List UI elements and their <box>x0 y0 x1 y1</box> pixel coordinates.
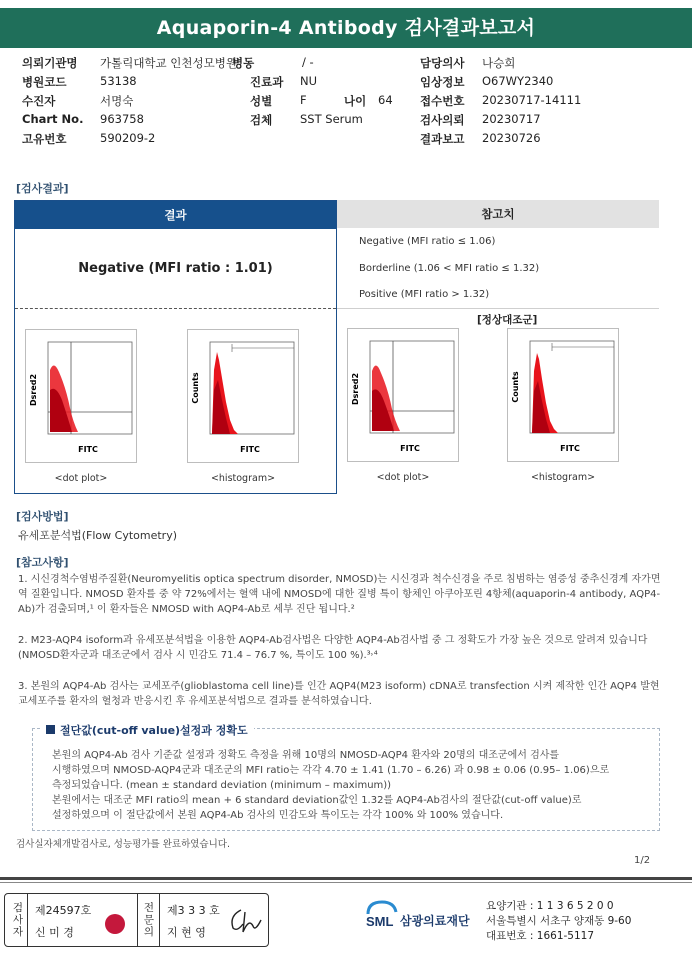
method-section-title: [검사방법] <box>16 510 69 523</box>
info-row <box>22 131 682 150</box>
info-value: O67WY2340 <box>482 74 554 88</box>
result-value: Negative (MFI ratio : 1.01) <box>15 229 336 309</box>
info-value: 가톨릭대학교 인천성모병원 <box>100 56 237 70</box>
info-label: 성별 <box>250 94 273 108</box>
control-hist-xlabel: FITC <box>560 444 580 453</box>
info-value: F <box>300 93 307 107</box>
hist-ylabel: Counts <box>191 372 200 404</box>
tester-name: 신 미 경 <box>35 926 74 939</box>
control-histogram-svg <box>508 329 618 461</box>
cutoff-line: 측정되었습니다. (mean ± standard deviation (minimum – maximum)) <box>52 780 392 791</box>
footer-divider <box>0 877 692 880</box>
ref-negative: Negative (MFI ratio ≤ 1.06) <box>359 236 496 247</box>
report-title: Aquaporin-4 Antibody 검사결과보고서 <box>0 8 692 48</box>
cutoff-body <box>52 748 652 823</box>
info-row <box>22 55 682 74</box>
info-value: / - <box>302 55 314 69</box>
institute-name: 삼광의료재단 <box>400 914 470 928</box>
institute-address-block <box>486 899 631 944</box>
tester-label: 검사자 <box>12 902 24 938</box>
info-value: 20230717-14111 <box>482 93 582 107</box>
note-item: 2. M23-AQP4 isoform과 유세포분석법을 이용한 AQP4-Ab검사법은 다양한 AQP4-Ab검사법 중 그 정확도가 가장 높은 것으로 알려져 있습니다(NMOSD환자군과 대조군에서 검사 시 민감도 71.4 – 76.7 %, 특이도 100 %).³˒⁴ <box>18 635 648 661</box>
result-header: 결과 <box>15 201 336 229</box>
info-value: SST Serum <box>300 112 363 126</box>
tester-license: 제24597호 <box>35 904 92 917</box>
hist-xlabel: FITC <box>240 445 260 454</box>
info-row <box>22 93 682 112</box>
cutoff-line: 본원의 AQP4-Ab 검사 기준값 설정과 정확도 측정을 위해 10명의 NMOSD-AQP4 환자와 20명의 대조군에서 검사를 <box>52 750 560 761</box>
sign-divider <box>159 894 160 946</box>
info-label: 나이 <box>344 94 367 108</box>
dot-plot-caption: <dot plot> <box>54 473 108 484</box>
info-label: 의뢰기관명 <box>22 56 78 70</box>
info-value: 53138 <box>100 74 137 88</box>
info-label: 담당의사 <box>420 56 465 70</box>
info-row <box>22 112 682 131</box>
normal-control-label: [정상대조군] <box>477 314 538 326</box>
cutoff-line: 설정하였으며 이 절단값에서 본원 AQP4-Ab 검사의 민감도와 특이도는 각각 100% 와 100% 였습니다. <box>52 810 504 821</box>
footnote: 검사실자체개발검사로, 성능평가를 완료하였습니다. <box>16 839 230 850</box>
cutoff-line: 본원에서는 대조군 MFI ratio의 mean + 6 standard deviation값인 1.32를 AQP4-Ab검사의 절단값(cut-off value)로 <box>52 795 582 806</box>
square-bullet-icon <box>46 725 55 734</box>
method-text: 유세포분석법(Flow Cytometry) <box>18 529 178 542</box>
control-hist-ylabel: Counts <box>511 371 520 403</box>
info-value: 64 <box>378 93 393 107</box>
page-number: 1/2 <box>634 855 651 866</box>
control-dot-plot <box>347 328 459 462</box>
sign-divider <box>27 894 28 946</box>
dot-ylabel: Dsred2 <box>29 373 38 407</box>
info-value: 590209-2 <box>100 131 156 145</box>
info-label: 임상정보 <box>420 75 465 89</box>
ref-positive: Positive (MFI ratio > 1.32) <box>359 289 490 300</box>
info-value: 20230717 <box>482 112 541 126</box>
info-label: 진료과 <box>250 75 284 89</box>
histogram-svg <box>188 330 298 462</box>
info-label: 접수번호 <box>420 94 465 108</box>
notes-section-title: [참고사항] <box>16 556 69 569</box>
info-value: 서명숙 <box>100 94 134 108</box>
dot-xlabel: FITC <box>78 445 98 454</box>
notes-list <box>18 572 668 725</box>
dot-plot-svg <box>26 330 136 462</box>
sml-logo-icon <box>364 898 400 932</box>
info-value: 20230726 <box>482 131 541 145</box>
control-dot-xlabel: FITC <box>400 444 420 453</box>
signature-box <box>4 893 269 947</box>
patient-info <box>22 55 682 150</box>
control-dot-plot-caption: <dot plot> <box>376 472 430 483</box>
info-value: NU <box>300 74 318 88</box>
sign-divider <box>137 894 138 946</box>
info-label: 검사의뢰 <box>420 113 465 127</box>
info-label: 결과보고 <box>420 132 465 146</box>
control-dot-ylabel: Dsred2 <box>351 372 360 406</box>
logo-text: SML <box>366 914 394 929</box>
patient-histogram <box>187 329 299 463</box>
ref-divider <box>337 308 659 309</box>
institute-phone: 대표번호 : 1661-5117 <box>486 930 595 942</box>
seal-stamp <box>105 914 125 934</box>
control-dot-plot-svg <box>348 329 458 461</box>
histogram-caption: <histogram> <box>210 473 276 484</box>
signature-icon <box>227 906 263 936</box>
results-section-title: [검사결과] <box>16 182 69 195</box>
specialist-license: 제3 3 3 호 <box>167 904 220 917</box>
control-histogram-caption: <histogram> <box>530 472 596 483</box>
note-item: 1. 시신경척수염범주질환(Neuromyelitis optica spectrum disorder, NMOSD)는 시신경과 척수신경을 주로 침범하는 염증성 중추신경계 자가면역 질환입니다. NMOSD 환자를 중 약 72%에서는 혈액 내에 NMOSD에 대한 질병 특이 항체인 아쿠아포린 4항체(aquaporin-4 antibody, AQP4-Ab)가 검출되며,¹ 이 환자들은 NMOSD with AQP4-Ab로 세부 진단 됩니다.² <box>18 574 661 615</box>
reference-header: 참고치 <box>337 200 659 228</box>
patient-dot-plot <box>25 329 137 463</box>
results-table <box>14 200 659 494</box>
info-row <box>22 74 682 93</box>
institute-address: 서울특별시 서초구 양재동 9-60 <box>486 915 632 927</box>
cutoff-line: 시행하였으며 NMOSD-AQP4군과 대조군의 MFI ratio는 각각 4.70 ± 1.41 (1.70 – 6.26) 과 0.98 ± 0.06 (0.95– 1.06)으로 <box>52 765 610 776</box>
cutoff-title-text: 절단값(cut-off value)설정과 정확도 <box>60 724 248 737</box>
control-histogram <box>507 328 619 462</box>
institute-code: 요양기관 : 1 1 3 6 5 2 0 0 <box>486 900 614 912</box>
info-label: 고유번호 <box>22 132 67 146</box>
cutoff-title <box>40 722 254 738</box>
info-label: 병원코드 <box>22 75 67 89</box>
footer-divider-thin <box>0 882 692 883</box>
result-panel <box>14 200 337 494</box>
info-label: 수진자 <box>22 94 56 108</box>
info-value: 963758 <box>100 112 144 126</box>
specialist-name: 지 현 영 <box>167 926 206 939</box>
note-item: 3. 본원의 AQP4-Ab 검사는 교세포주(glioblastoma cell line)를 인간 AQP4(M23 isoform) cDNA로 transfection 시켜 제작한 인간 AQP4 발현 교세포주를 환자의 혈청과 반응시킨 후 유세포분석법으로 결과를 분석하였습니다. <box>18 681 660 707</box>
info-label: 검체 <box>250 113 273 127</box>
info-label: 병동 <box>232 56 255 70</box>
ref-borderline: Borderline (1.06 < MFI ratio ≤ 1.32) <box>359 263 540 274</box>
reference-panel <box>337 200 659 494</box>
info-value: 나승희 <box>482 56 516 70</box>
specialist-label: 전문의 <box>143 902 155 938</box>
info-label: Chart No. <box>22 112 84 126</box>
